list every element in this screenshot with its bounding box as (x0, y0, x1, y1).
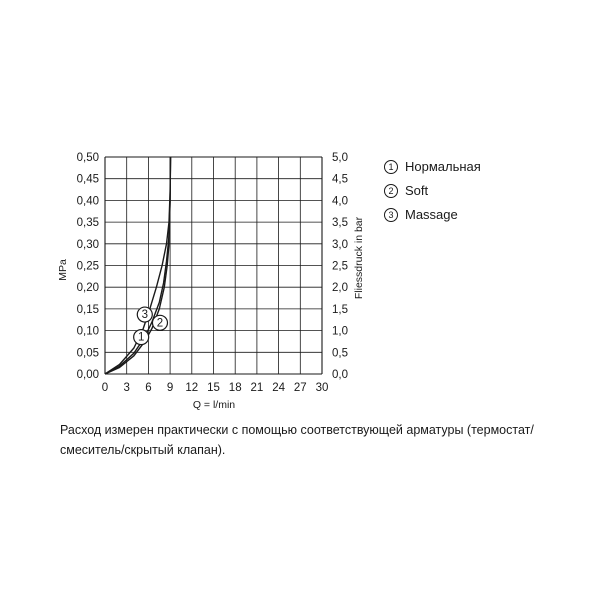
series-marker-label-2: 2 (156, 317, 164, 330)
x-tick-label: 12 (185, 382, 199, 394)
series-marker-label-3: 3 (141, 309, 148, 322)
y-left-tick-label: 0,25 (76, 260, 99, 273)
chart-legend (384, 155, 481, 227)
legend-marker-icon: 1 (384, 160, 398, 174)
y-left-tick-label: 0,40 (76, 195, 99, 208)
y-left-tick-label: 0,00 (76, 369, 99, 381)
measurement-note: Расход измерен практически с помощью соответствующей арматуры (термостат/смеситель/скрытый клапан). (60, 423, 534, 457)
x-tick-label: 24 (272, 382, 285, 394)
y-left-tick-label: 0,35 (76, 217, 99, 230)
legend-item (384, 203, 481, 227)
legend-item (384, 155, 481, 179)
legend-marker-icon: 3 (384, 208, 398, 222)
y-right-tick-label: 0,0 (332, 369, 348, 381)
x-tick-label: 3 (123, 382, 130, 394)
y-right-tick-label: 1,5 (332, 303, 348, 316)
y-right-tick-label: 4,0 (332, 195, 348, 208)
y-left-tick-label: 0,05 (76, 347, 99, 360)
x-tick-label: 9 (166, 382, 174, 394)
y-right-tick-label: 5,0 (332, 152, 348, 164)
x-axis-label: Q = l/min (192, 399, 236, 411)
x-tick-label: 21 (250, 382, 264, 394)
y-right-tick-label: 4,5 (332, 173, 348, 186)
y-left-tick-label: 0,30 (76, 238, 99, 251)
y-right-tick-label: 2,5 (332, 260, 348, 273)
y-axis-right-label: Fliessdruck in bar (353, 216, 365, 300)
y-left-tick-label: 0,15 (76, 303, 99, 316)
legend-label: Soft (405, 183, 429, 198)
x-tick-label: 0 (101, 382, 109, 394)
y-left-tick-label: 0,45 (76, 173, 99, 186)
x-tick-label: 18 (228, 382, 242, 394)
series-marker-label-1: 1 (137, 331, 145, 344)
legend-label: Нормальная (405, 159, 481, 174)
x-tick-label: 30 (315, 382, 329, 394)
x-tick-label: 15 (207, 382, 220, 394)
x-tick-label: 27 (293, 382, 307, 394)
y-right-tick-label: 0,5 (332, 347, 348, 360)
y-right-tick-label: 2,0 (332, 282, 348, 295)
x-tick-label: 6 (145, 382, 152, 394)
legend-item (384, 179, 481, 203)
y-axis-left-label: MPa (57, 259, 69, 281)
legend-label: Massage (405, 207, 458, 222)
chart-tick-labels (77, 152, 348, 394)
y-right-tick-label: 1,0 (332, 325, 348, 338)
y-left-tick-label: 0,20 (76, 282, 99, 295)
y-left-tick-label: 0,10 (76, 325, 99, 338)
y-right-tick-label: 3,0 (332, 238, 348, 251)
y-right-tick-label: 3,5 (332, 217, 348, 230)
y-left-tick-label: 0,50 (76, 152, 99, 164)
legend-marker-icon: 2 (384, 184, 398, 198)
